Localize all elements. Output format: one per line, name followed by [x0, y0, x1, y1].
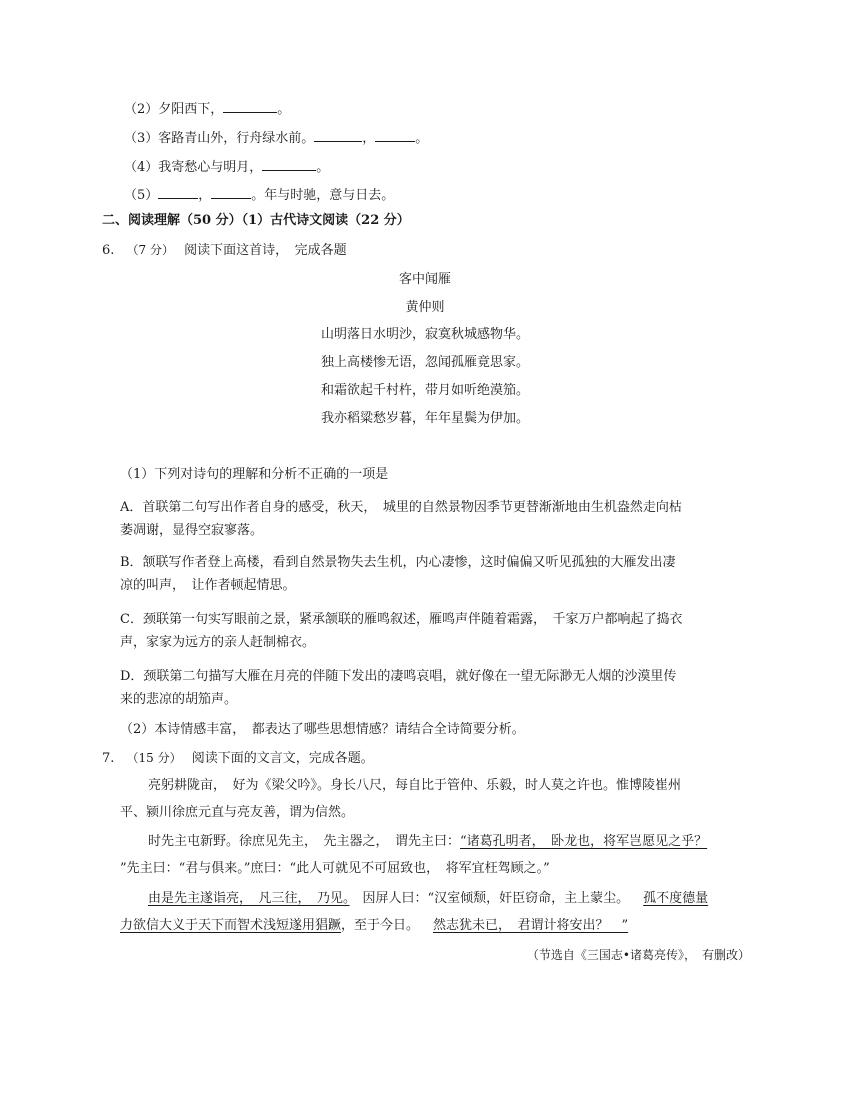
fill-item-2-suffix: 。	[277, 102, 291, 117]
poem-line: 和霜欲起千村杵，带月如听绝漠笳。	[320, 383, 529, 398]
passage-text: 因屏人曰：“汉室倾颓，奸臣窃命，主上蒙尘。	[349, 891, 630, 906]
fill-item-5	[124, 184, 394, 206]
source-citation: （节选自《三国志•诸葛亮传》， 有删改）	[526, 948, 750, 962]
passage-p2-line-1	[148, 832, 707, 852]
underlined-sentence: 孤不度德量	[643, 891, 709, 906]
question-score: （15 分）	[126, 751, 182, 765]
fill-item-2	[124, 98, 290, 120]
fill-item-3-prefix: （3）客路青山外，行舟绿水前。	[124, 131, 315, 146]
question-6-header	[102, 240, 347, 261]
option-d-line-2: 来的悲凉的胡笳声。	[120, 692, 238, 707]
fill-item-4-prefix: （4）我寄愁心与明月，	[124, 160, 263, 175]
passage-text: 时先主屯新野。徐庶见先主， 先主器之， 谓先主曰：	[148, 834, 461, 849]
option-a-line-1: A．首联第二句写出作者自身的感受，秋天， 城里的自然景物因季节更替渐渐地由生机盎然走向枯	[120, 500, 682, 515]
answer-blank	[375, 127, 415, 142]
option-b-line-2: 凉的叫声， 让作者顿起情思。	[120, 578, 296, 593]
option-c-line-1: C．颈联第一句实写眼前之景，紧承颔联的雁鸣叙述，雁鸣声伴随着霜露， 千家万户都响起了捣衣	[120, 612, 683, 627]
question-instruction: 阅读下面这首诗， 完成各题	[184, 243, 347, 258]
underlined-sentence: 然志犹未已， 君谓计将安出？ ”	[433, 918, 629, 933]
answer-blank	[223, 98, 277, 113]
passage-p1-line-1: 亮躬耕陇亩， 好为《梁父吟》。身长八尺，每自比于管仲、乐毅，时人莫之许也。惟博陵崔州	[148, 778, 682, 793]
passage-text: ，至于今日。	[341, 918, 420, 933]
answer-blank	[211, 184, 251, 199]
section-heading: 二、阅读理解（50 分）（1）古代诗文阅读（22 分）	[102, 213, 410, 228]
underlined-sentence: 由是先主遂诣亮， 凡三往， 乃见。	[148, 891, 350, 906]
fill-item-5-prefix: （5）	[124, 188, 159, 203]
option-c-line-2: 声，家家为远方的亲人赶制棉衣。	[120, 635, 316, 650]
fill-item-2-prefix: （2）夕阳西下，	[124, 102, 224, 117]
question-7-header	[102, 748, 374, 769]
poem-title: 客中闻雁	[398, 272, 451, 287]
poem-line: 独上高楼惨无语，忽闻孤雁竟思家。	[320, 355, 529, 370]
passage-p1-line-2: 平、颍川徐庶元直与亮友善，谓为信然。	[120, 805, 355, 820]
passage-p3-line-2	[120, 916, 628, 936]
poem-line: 我亦稻粱愁岁暮，年年星鬓为伊加。	[320, 411, 529, 426]
fill-item-4	[124, 156, 329, 178]
answer-blank	[158, 184, 198, 199]
passage-p3-line-1	[148, 889, 708, 909]
answer-blank	[262, 156, 316, 171]
fill-item-3-mid: ，	[362, 131, 376, 146]
answer-blank	[314, 127, 362, 142]
fill-item-4-suffix: 。	[316, 160, 330, 175]
underlined-sentence: 力欲信大义于天下而智术浅短遂用猖蹶	[120, 918, 342, 933]
poem-line: 山明落日水明沙，寂寞秋城感物华。	[320, 327, 529, 342]
subquestion-2: （2）本诗情感丰富， 都表达了哪些思想情感？请结合全诗简要分析。	[120, 722, 525, 737]
passage-p2-line-2: ”先主曰：“君与俱来。”庶曰：“此人可就见不可屈致也， 将军宜枉驾顾之。”	[120, 861, 550, 876]
question-number: 6.	[102, 243, 115, 258]
question-number: 7.	[102, 751, 115, 766]
option-d-line-1: D．颈联第二句描写大雁在月亮的伴随下发出的凄鸣哀唱，就好像在一望无际渺无人烟的沙漠里传	[120, 669, 677, 684]
question-score: （7 分）	[126, 243, 174, 257]
fill-item-5-mid: ，	[198, 188, 212, 203]
poem-author: 黄仲则	[405, 300, 445, 315]
fill-item-3-suffix: 。	[415, 131, 429, 146]
subquestion-1: （1）下列对诗句的理解和分析不正确的一项是	[120, 467, 389, 482]
option-a-line-2: 萎凋谢，显得空寂寥落。	[120, 523, 264, 538]
option-b-line-1: B．颔联写作者登上高楼，看到自然景物失去生机，内心凄惨，这时偏偏又听见孤独的大雁发出凄	[120, 555, 676, 570]
fill-item-5-suffix: 。年与时驰，意与日去。	[251, 188, 395, 203]
question-instruction: 阅读下面的文言文，完成各题。	[191, 751, 374, 766]
underlined-sentence: “诸葛孔明者， 卧龙也，将军岂愿见之乎？	[460, 834, 708, 849]
fill-item-3	[124, 127, 428, 149]
